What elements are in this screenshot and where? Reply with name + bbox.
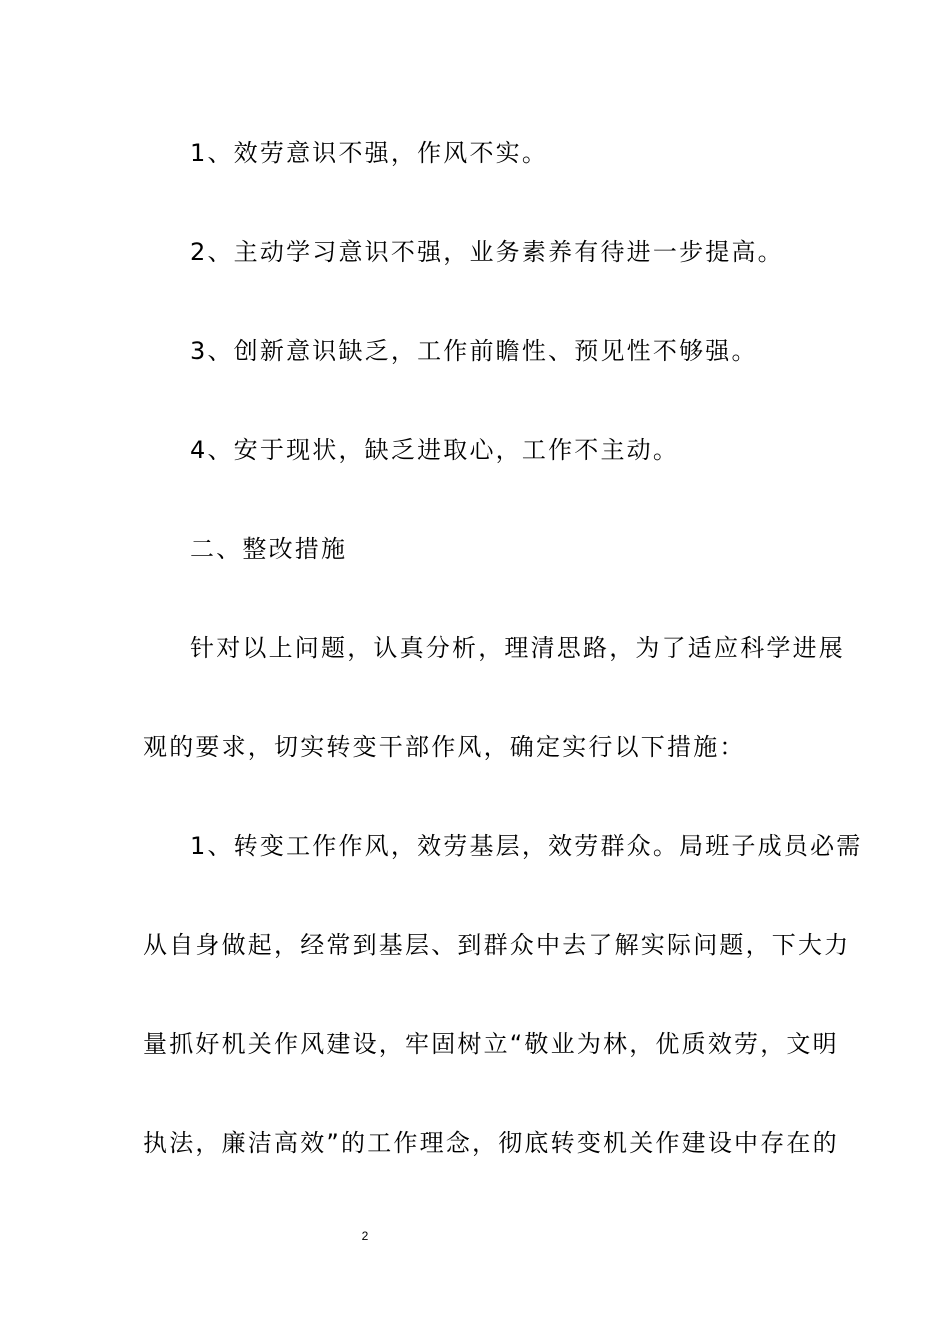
- body-paragraph-line: 观的要求，切实转变干部作风，确定实行以下措施：: [143, 733, 746, 761]
- body-paragraph-line: 针对以上问题，认真分析，理清思路，为了适应科学进展: [190, 634, 845, 662]
- measure-item-line: 执法，廉洁高效”的工作理念，彻底转变机关作建设中存在的: [143, 1129, 839, 1157]
- issue-item-4: 4、安于现状，缺乏进取心，工作不主动。: [190, 436, 680, 464]
- page-number: 2: [361, 1229, 369, 1243]
- issue-item-1: 1、效劳意识不强，作风不实。: [190, 139, 549, 167]
- measure-item-line: 从自身做起，经常到基层、到群众中去了解实际问题，下大力: [143, 931, 851, 959]
- issue-item-3: 3、创新意识缺乏，工作前瞻性、预见性不够强。: [190, 337, 758, 365]
- issue-item-2: 2、主动学习意识不强，业务素养有待进一步提高。: [190, 238, 784, 266]
- measure-item-line: 1、转变工作作风，效劳基层，效劳群众。局班子成员必需: [190, 832, 863, 860]
- measure-item-line: 量抓好机关作风建设，牢固树立“敬业为林，优质效劳，文明: [143, 1030, 839, 1058]
- section-heading: 二、整改措施: [190, 535, 348, 563]
